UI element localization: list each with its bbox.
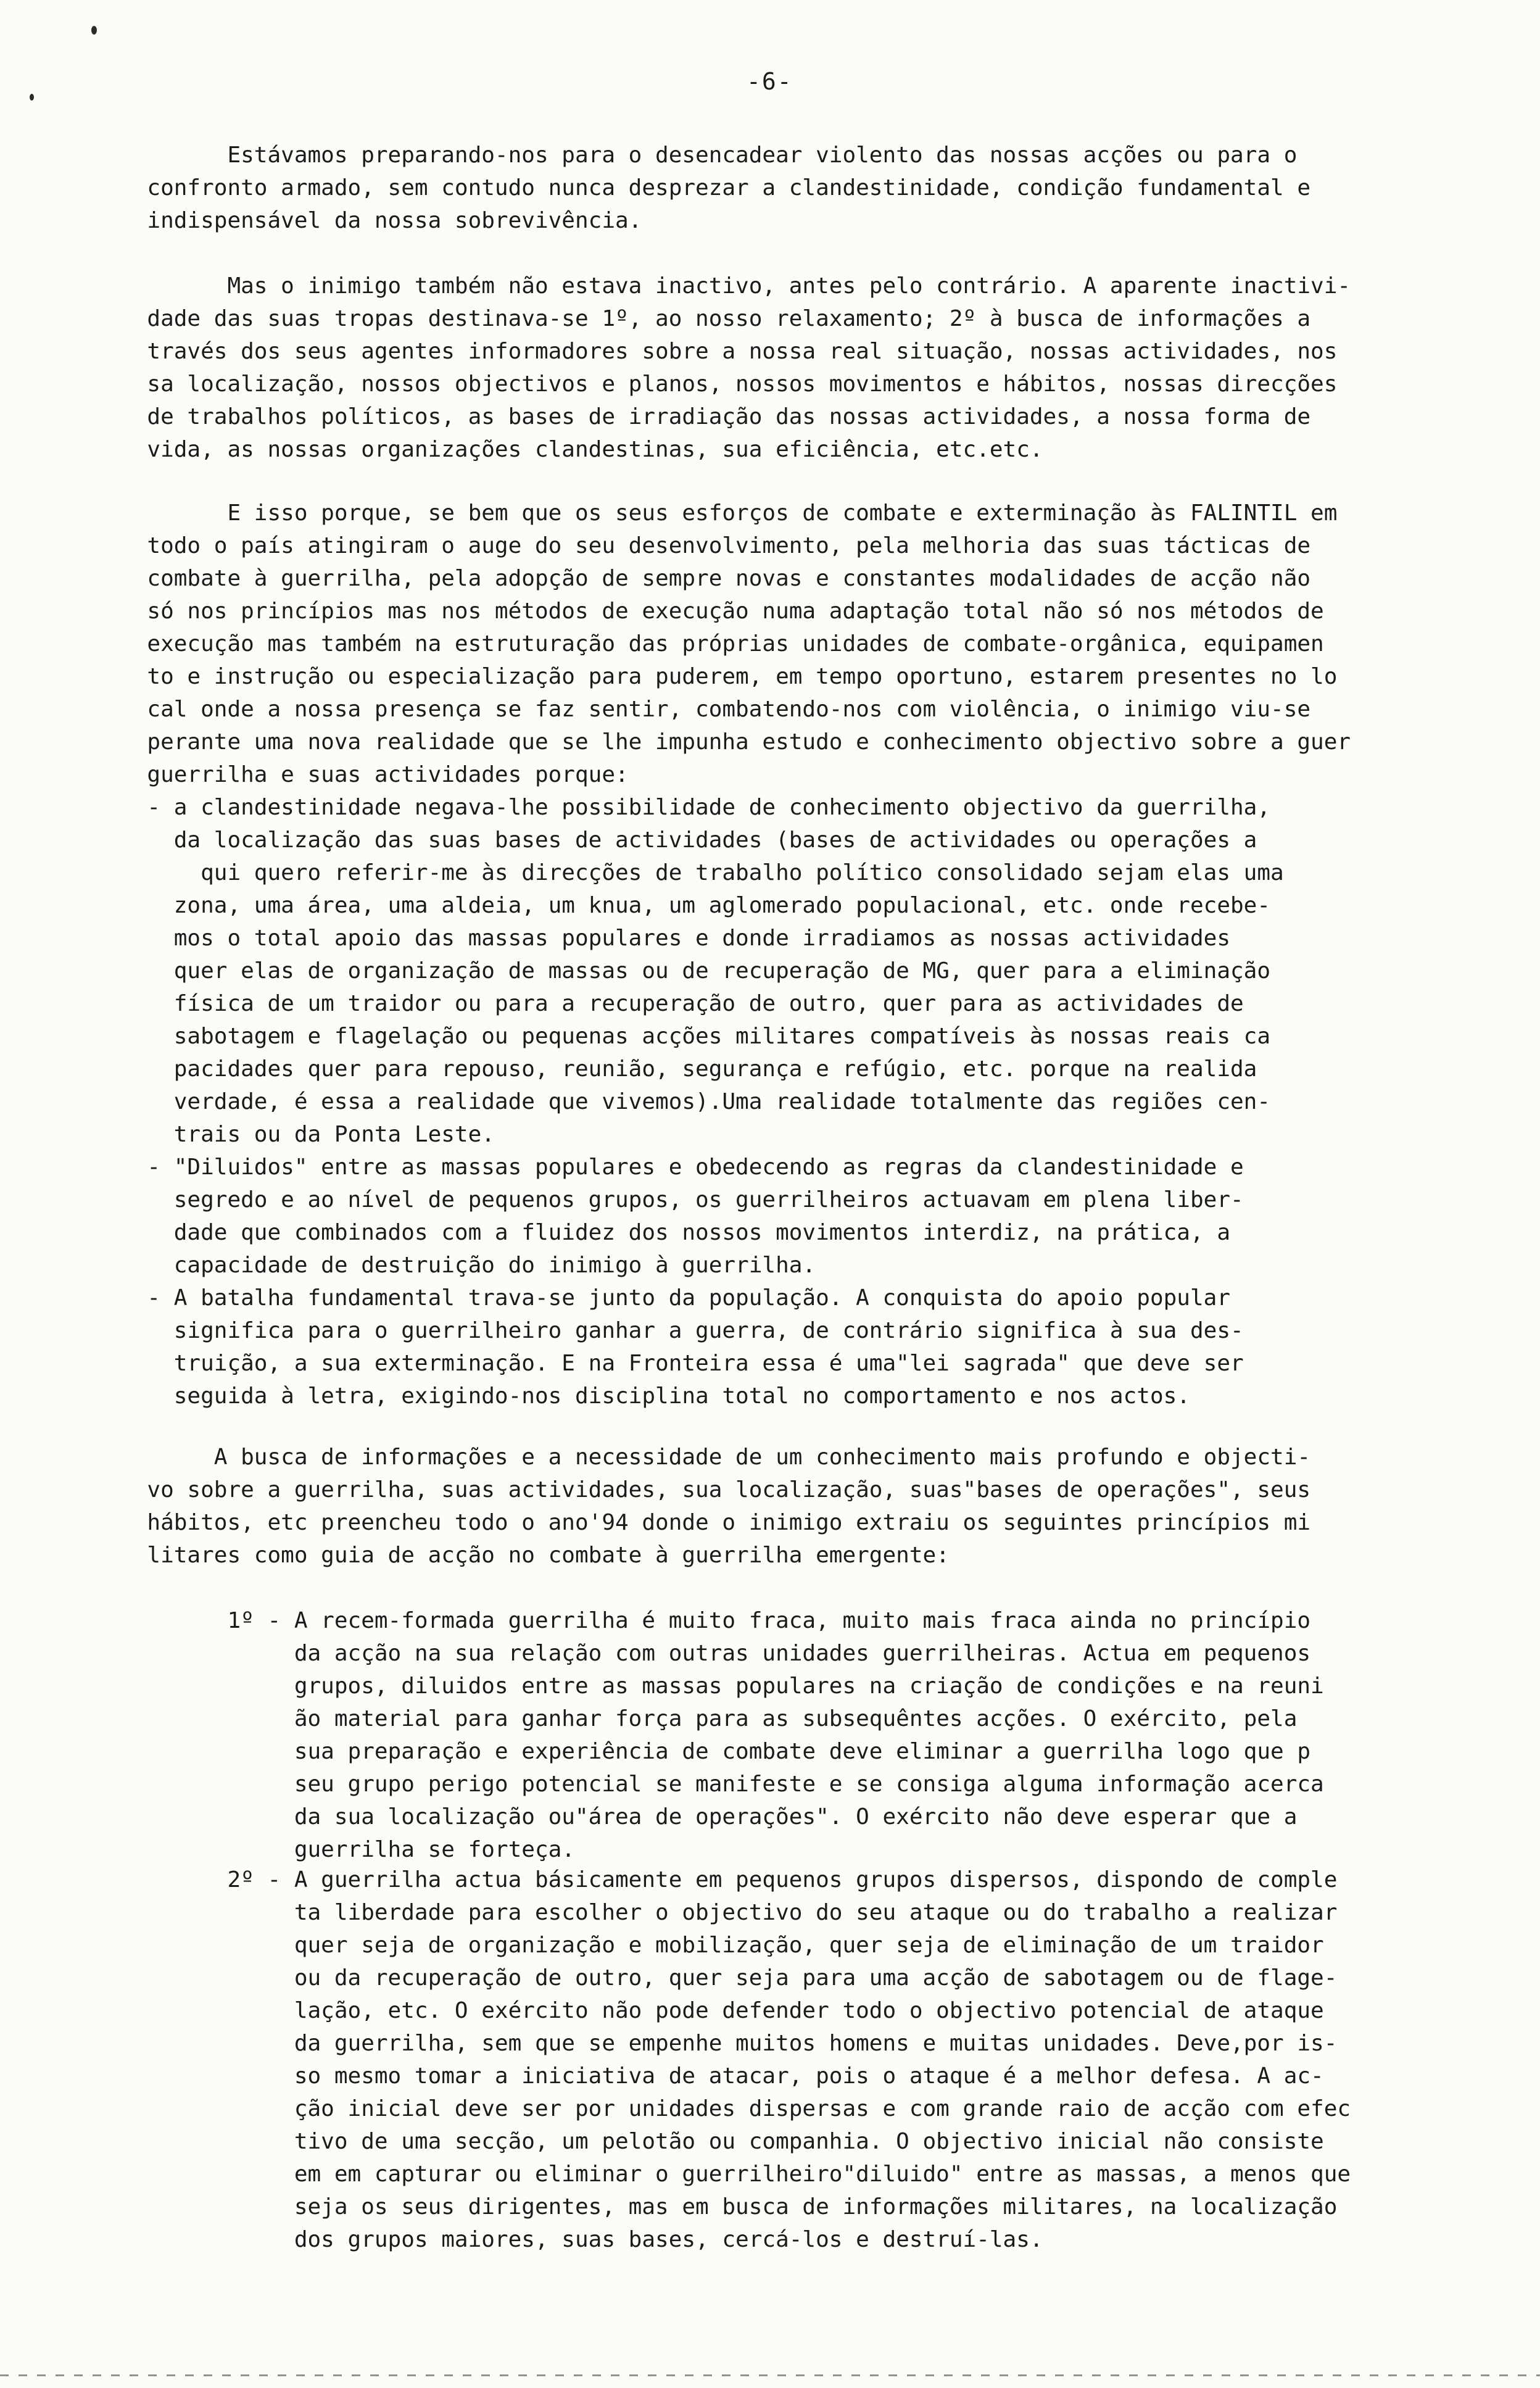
- text-line: seu grupo perigo potencial se manifeste e se consiga alguma informação acerca: [0, 1772, 1324, 1797]
- text-line: confronto armado, sem contudo nunca desprezar a clandestinidade, condição fundamental e: [0, 175, 1311, 201]
- text-line: truição, a sua exterminação. E na Fronteira essa é uma"lei sagrada" que deve ser: [0, 1351, 1244, 1376]
- text-line: sabotagem e flagelação ou pequenas acções militares compatíveis às nossas reais ca: [0, 1024, 1271, 1049]
- text-line: dade das suas tropas destinava-se 1º, ao nosso relaxamento; 2º à busca de informações a: [0, 306, 1311, 331]
- text-line: sua preparação e experiência de combate deve eliminar a guerrilha logo que p: [0, 1739, 1311, 1764]
- paragraph-enemy-inactivity: [0, 270, 1540, 466]
- text-line: execução mas também na estruturação das próprias unidades de combate-orgânica, equipamen: [0, 631, 1324, 657]
- text-line: trais ou da Ponta Leste.: [0, 1122, 495, 1147]
- text-line: lação, etc. O exército não pode defender todo o objectivo potencial de ataque: [0, 1998, 1324, 2023]
- text-line: cal onde a nossa presença se faz sentir, combatendo-nos com violência, o inimigo viu-se: [0, 697, 1311, 722]
- text-line: Estávamos preparando-nos para o desencadear violento das nossas acções ou para o: [0, 143, 1298, 168]
- text-line: só nos princípios mas nos métodos de execução numa adaptação total não só nos métodos de: [0, 599, 1324, 624]
- paragraph-preparation: [0, 139, 1540, 237]
- text-line: E isso porque, se bem que os seus esforços de combate e exterminação às FALINTIL em: [0, 500, 1338, 526]
- text-line: Mas o inimigo também não estava inactivo, antes pelo contrário. A aparente inactivi-: [0, 273, 1351, 299]
- text-line: través dos seus agentes informadores sobre a nossa real situação, nossas actividades, nos: [0, 339, 1338, 364]
- text-line: dade que combinados com a fluidez dos nossos movimentos interdiz, na prática, a: [0, 1220, 1230, 1245]
- text-line: zona, uma área, uma aldeia, um knua, um aglomerado populacional, etc. onde recebe-: [0, 893, 1271, 918]
- text-line: combate à guerrilha, pela adopção de sempre novas e constantes modalidades de acção não: [0, 566, 1311, 591]
- paragraph-information-search: [0, 1441, 1540, 1572]
- text-line: - A batalha fundamental trava-se junto da população. A conquista do apoio popular: [0, 1285, 1230, 1311]
- text-line: to e instrução ou especialização para puderem, em tempo oportuno, estarem presentes no lo: [0, 664, 1338, 689]
- paragraph-enemy-reality: [0, 497, 1540, 1412]
- text-line: ão material para ganhar força para as subsequêntes acções. O exército, pela: [0, 1706, 1298, 1731]
- text-line: vo sobre a guerrilha, suas actividades, sua localização, suas"bases de operações", seus: [0, 1477, 1311, 1503]
- text-line: ção inicial deve ser por unidades dispersas e com grande raio de acção com efec: [0, 2096, 1351, 2121]
- text-line: A busca de informações e a necessidade de um conhecimento mais profundo e objecti-: [0, 1445, 1311, 1470]
- text-line: tivo de uma secção, um pelotão ou companhia. O objectivo inicial não consiste: [0, 2129, 1324, 2154]
- text-line: em em capturar ou eliminar o guerrilheiro"diluido" entre as massas, a menos que: [0, 2162, 1351, 2187]
- text-line: dos grupos maiores, suas bases, cercá-los e destruí-las.: [0, 2227, 1043, 2252]
- text-line: de trabalhos políticos, as bases de irradiação das nossas actividades, a nossa forma de: [0, 404, 1311, 429]
- text-line: da acção na sua relação com outras unidades guerrilheiras. Actua em pequenos: [0, 1641, 1311, 1666]
- text-line: da guerrilha, sem que se empenhe muitos homens e muitas unidades. Deve,por is-: [0, 2031, 1338, 2056]
- text-line: guerrilha e suas actividades porque:: [0, 762, 629, 787]
- text-line: 2º - A guerrilha actua básicamente em pequenos grupos dispersos, dispondo de comple: [0, 1867, 1338, 1893]
- text-line: grupos, diluidos entre as massas populares na criação de condições e na reuni: [0, 1673, 1324, 1699]
- text-line: da localização das suas bases de actividades (bases de actividades ou operações a: [0, 827, 1257, 853]
- bottom-edge-rule: [0, 2374, 1540, 2376]
- text-line: litares como guia de acção no combate à guerrilha emergente:: [0, 1543, 950, 1568]
- text-line: significa para o guerrilheiro ganhar a guerra, de contrário significa à sua des-: [0, 1318, 1244, 1343]
- page-number: -6-: [747, 68, 793, 95]
- text-line: guerrilha se forteça.: [0, 1837, 575, 1862]
- text-line: física de um traidor ou para a recuperação de outro, quer para as actividades de: [0, 991, 1244, 1016]
- text-line: qui quero referir-me às direcções de trabalho político consolidado sejam elas uma: [0, 860, 1284, 885]
- text-line: vida, as nossas organizações clandestinas, sua eficiência, etc.etc.: [0, 437, 1043, 462]
- text-line: quer seja de organização e mobilização, quer seja de eliminação de um traidor: [0, 1933, 1324, 1958]
- text-line: quer elas de organização de massas ou de recuperação de MG, quer para a eliminação: [0, 958, 1271, 984]
- text-line: pacidades quer para repouso, reunião, segurança e refúgio, etc. porque na realida: [0, 1056, 1257, 1082]
- text-line: da sua localização ou"área de operações". O exército não deve esperar que a: [0, 1804, 1298, 1830]
- text-line: - "Diluidos" entre as massas populares e obedecendo as regras da clandestinidade e: [0, 1155, 1244, 1180]
- text-line: ta liberdade para escolher o objectivo do seu ataque ou do trabalho a realizar: [0, 1900, 1338, 1925]
- text-line: todo o país atingiram o auge do seu desenvolvimento, pela melhoria das suas tácticas de: [0, 533, 1311, 558]
- text-line: seguida à letra, exigindo-nos disciplina total no comportamento e nos actos.: [0, 1383, 1190, 1409]
- text-line: perante uma nova realidade que se lhe impunha estudo e conhecimento objectivo sobre a guer: [0, 729, 1351, 755]
- text-line: verdade, é essa a realidade que vivemos).Uma realidade totalmente das regiões cen-: [0, 1089, 1271, 1114]
- text-line: indispensável da nossa sobrevivência.: [0, 208, 642, 233]
- text-line: 1º - A recem-formada guerrilha é muito fraca, muito mais fraca ainda no princípio: [0, 1608, 1311, 1633]
- principle-1: [0, 1604, 1540, 1866]
- text-line: sa localização, nossos objectivos e planos, nossos movimentos e hábitos, nossas direcções: [0, 371, 1338, 397]
- text-line: ou da recuperação de outro, quer seja para uma acção de sabotagem ou de flage-: [0, 1965, 1338, 1991]
- text-line: seja os seus dirigentes, mas em busca de informações militares, na localização: [0, 2194, 1338, 2220]
- text-line: - a clandestinidade negava-lhe possibilidade de conhecimento objectivo da guerrilha,: [0, 795, 1271, 820]
- text-line: capacidade de destruição do inimigo à guerrilha.: [0, 1253, 816, 1278]
- text-line: segredo e ao nível de pequenos grupos, os guerrilheiros actuavam em plena liber-: [0, 1187, 1244, 1213]
- text-line: hábitos, etc preencheu todo o ano'94 donde o inimigo extraiu os seguintes princípios mi: [0, 1510, 1311, 1535]
- text-line: so mesmo tomar a iniciativa de atacar, pois o ataque é a melhor defesa. A ac-: [0, 2063, 1324, 2089]
- text-line: mos o total apoio das massas populares e donde irradiamos as nossas actividades: [0, 926, 1230, 951]
- principle-2: [0, 1864, 1540, 2256]
